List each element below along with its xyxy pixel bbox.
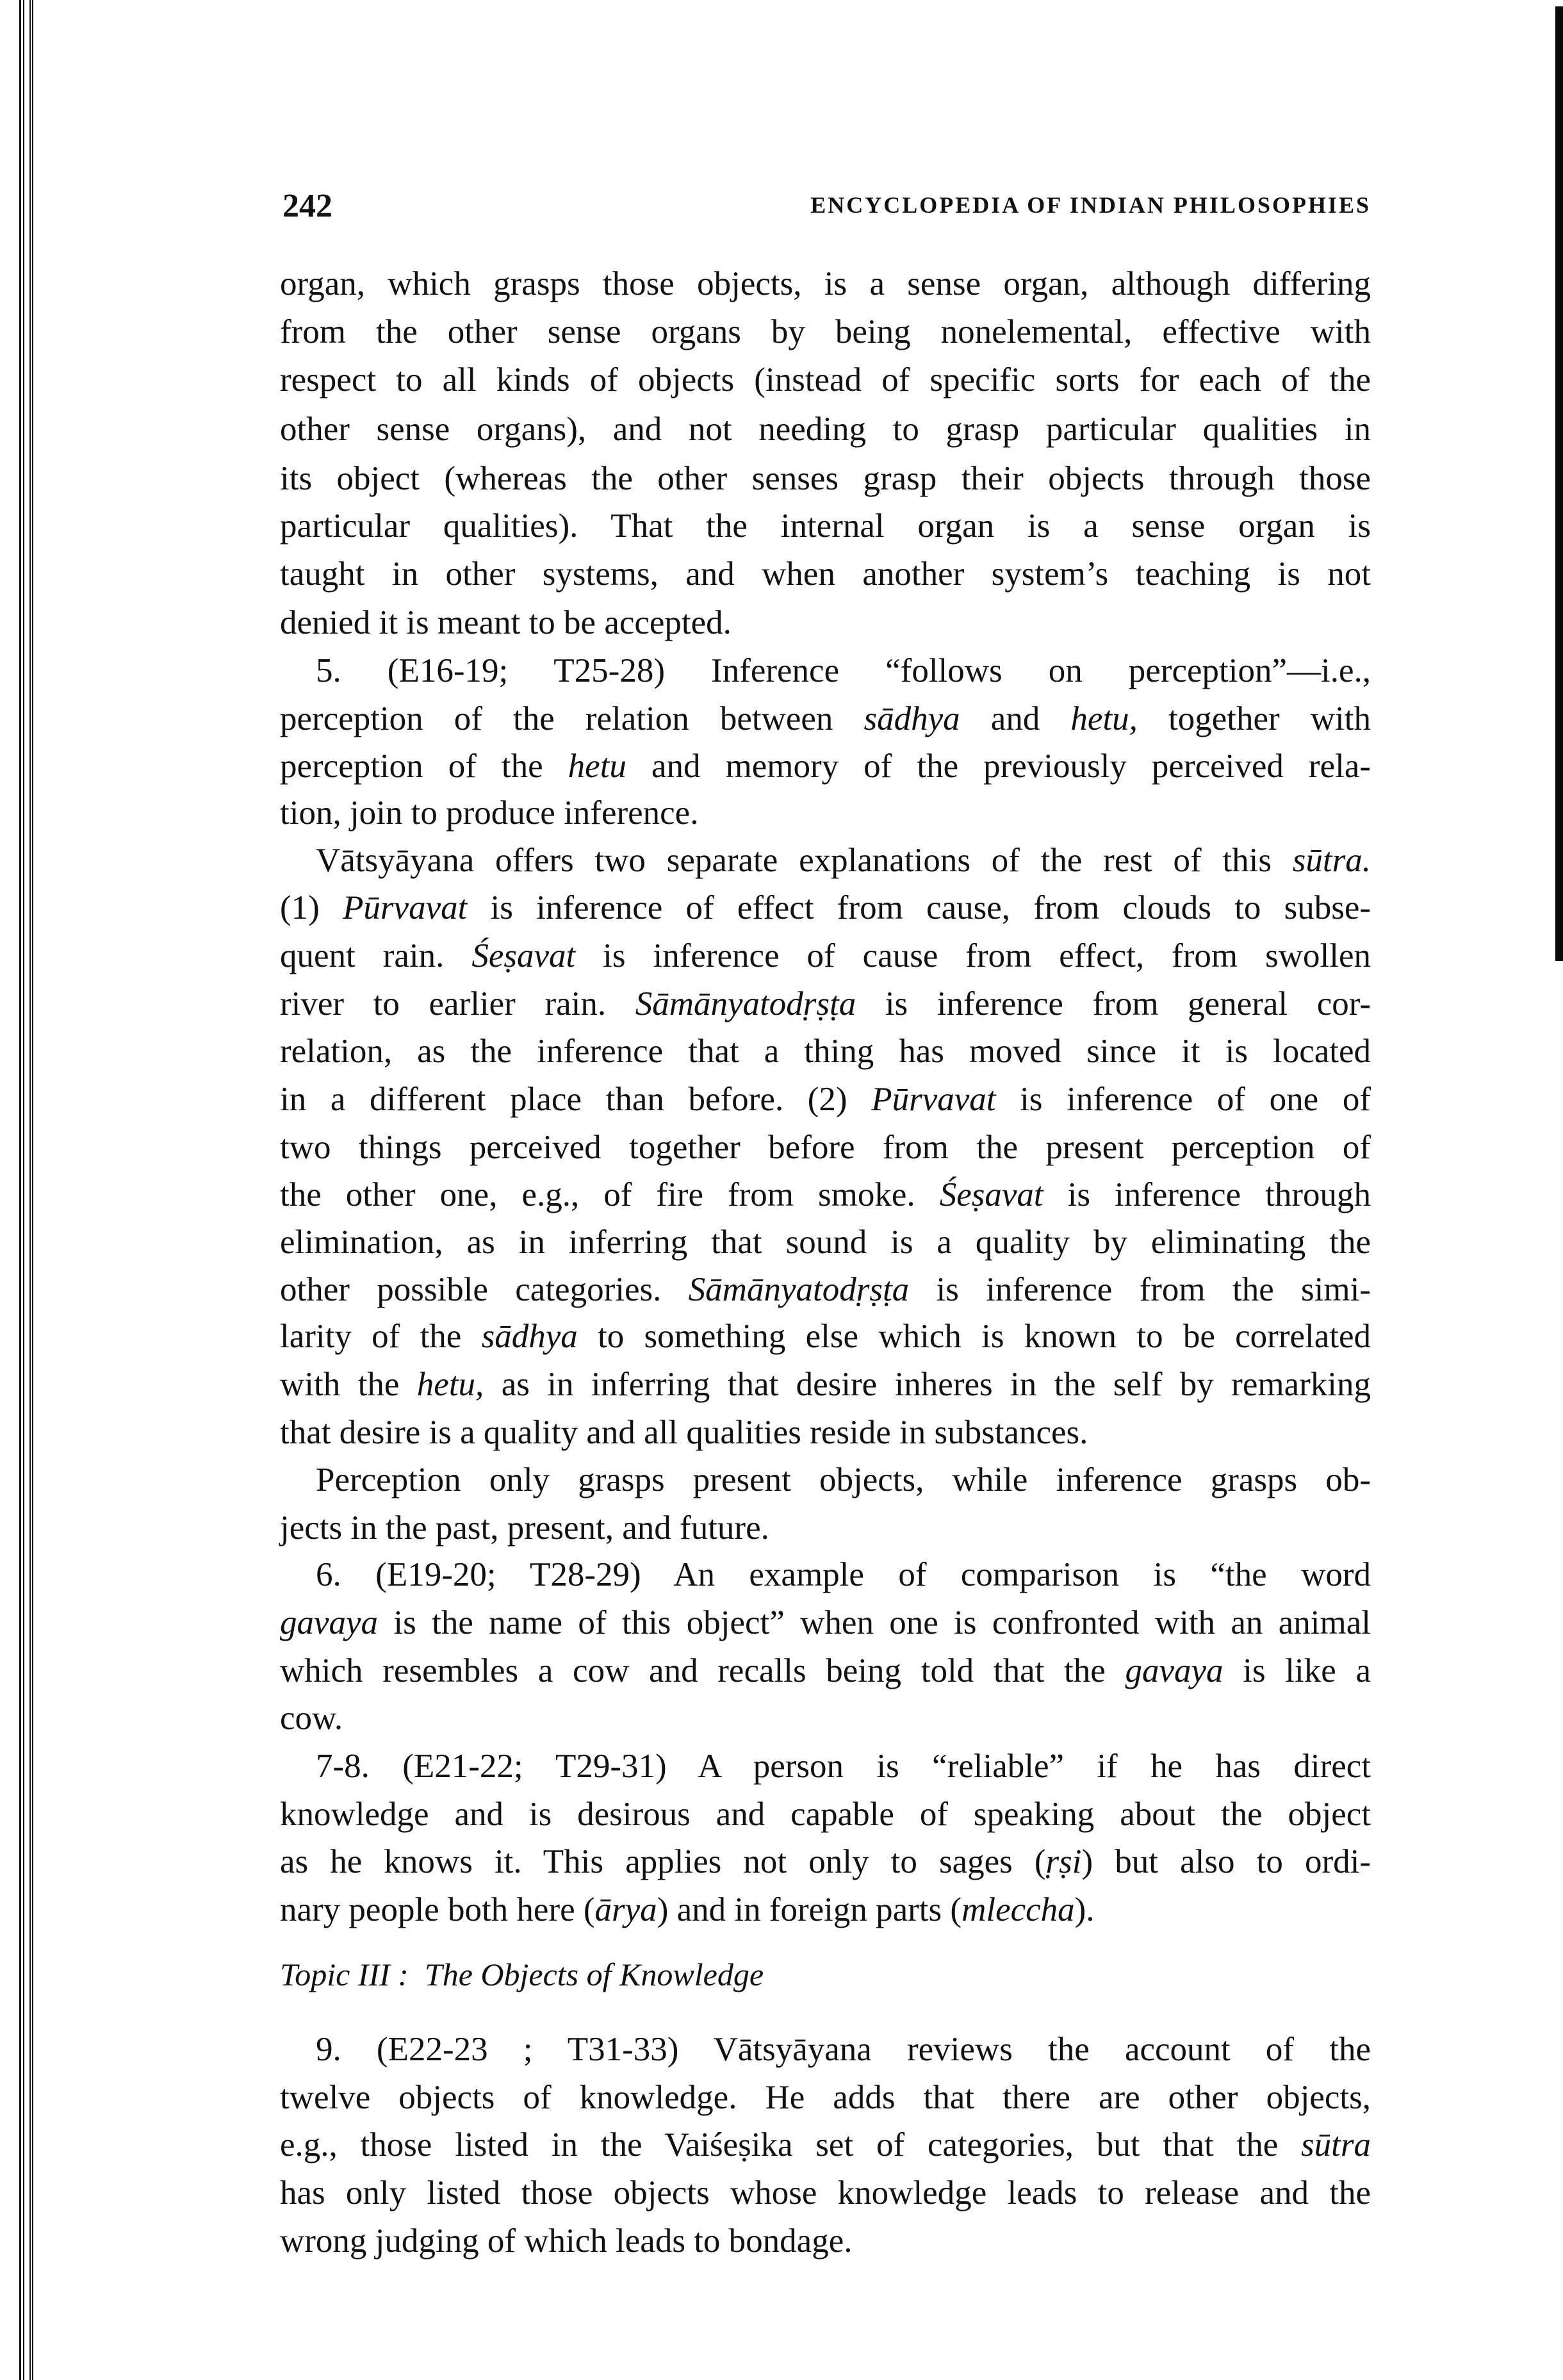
italic-term: sūtra. <box>1292 842 1371 879</box>
italic-term: sādhya <box>481 1318 578 1355</box>
text-line: knowledge and is desirous and capable of speaking about the object <box>280 1796 1371 1833</box>
paragraph-vatsyayana-start <box>316 841 1371 880</box>
italic-term: gavaya <box>1125 1652 1223 1689</box>
paragraph-6-start: 6. (E19-20; T28-29) An example of comparison is “the word <box>316 1556 1371 1593</box>
text-run: Vātsyāyana offers two separate explanations of the rest of this <box>316 842 1293 879</box>
text-line: that desire is a quality and all qualities reside in substances. <box>280 1414 1088 1451</box>
italic-term: hetu, <box>1070 700 1138 737</box>
italic-term: Sāmānyatodṛṣṭa <box>635 985 856 1022</box>
text-run: is inference from the simi- <box>909 1271 1371 1308</box>
text-run: is inference of one of <box>995 1081 1371 1118</box>
text-run: ) but also to ordi- <box>1081 1843 1371 1880</box>
text-run: larity of the <box>280 1318 482 1355</box>
italic-term: mleccha <box>962 1891 1075 1928</box>
text-run: to something else which is known to be correlated <box>577 1318 1371 1355</box>
text-line <box>280 1176 1371 1214</box>
text-line <box>280 2126 1371 2164</box>
text-line: taught in other systems, and when another system’s teaching is not <box>280 555 1371 593</box>
text-line <box>280 1317 1371 1356</box>
text-run: which resembles a cow and recalls being told that the <box>280 1652 1125 1689</box>
text-line: twelve objects of knowledge. He adds that there are other objects, <box>280 2079 1371 2116</box>
text-line: from the other sense organs by being nonelemental, effective with <box>280 313 1371 350</box>
italic-term: sūtra <box>1301 2126 1371 2163</box>
paragraph-5-start: 5. (E16-19; T25-28) Inference “follows on perception”—i.e., <box>316 652 1371 689</box>
italic-term: Sāmānyatodṛṣṭa <box>688 1271 910 1308</box>
text-run: e.g., those listed in the Vaiśeṣika set of categories, but that the <box>280 2126 1302 2163</box>
text-line: has only listed those objects whose knowledge leads to release and the <box>280 2174 1371 2212</box>
text-line <box>280 937 1371 975</box>
running-head: ENCYCLOPEDIA OF INDIAN PHILOSOPHIES <box>810 192 1371 218</box>
text-run: is the name of this object” when one is confronted with an animal <box>378 1604 1371 1641</box>
text-line: its object (whereas the other senses grasp their objects through those <box>280 460 1371 497</box>
italic-term: gavaya <box>280 1604 379 1641</box>
text-line <box>280 700 1371 738</box>
text-run: river to earlier rain. <box>280 985 635 1022</box>
text-run: is inference of effect from cause, from clouds to subse- <box>467 889 1371 926</box>
text-run: ) and in foreign parts ( <box>657 1891 962 1928</box>
text-line <box>280 747 1371 785</box>
text-run: is inference of cause from effect, from swollen <box>575 937 1371 974</box>
scan-edge-bar <box>1555 6 1563 961</box>
text-line: organ, which grasps those objects, is a sense organ, although differing <box>280 265 1371 302</box>
text-run: is like a <box>1223 1652 1371 1689</box>
text-line <box>280 889 1371 927</box>
text-line: jects in the past, present, and future. <box>280 1509 769 1547</box>
binding-edge-line <box>29 0 31 2380</box>
binding-edge-line <box>32 0 33 2380</box>
text-run: nary people both here ( <box>280 1891 595 1928</box>
text-run: as in inferring that desire inheres in the self by remarking <box>484 1366 1371 1403</box>
text-line: relation, as the inference that a thing has moved since it is located <box>280 1033 1371 1070</box>
italic-term: hetu, <box>416 1366 484 1403</box>
text-line: tion, join to produce inference. <box>280 794 699 832</box>
text-line <box>280 1365 1371 1404</box>
text-run: perception of the relation between <box>280 700 864 737</box>
text-run: in a different place than before. (2) <box>280 1081 872 1118</box>
italic-term: ārya <box>594 1891 657 1928</box>
text-run: together with <box>1137 700 1371 737</box>
text-line: other sense organs), and not needing to grasp particular qualities in <box>280 411 1371 448</box>
text-run: other possible categories. <box>280 1271 689 1308</box>
text-line <box>280 1842 1371 1881</box>
italic-term: Pūrvavat <box>343 889 468 926</box>
text-line <box>280 1604 1371 1642</box>
paragraph-7-8-start: 7-8. (E21-22; T29-31) A person is “reliable” if he has direct <box>316 1748 1371 1785</box>
text-run: perception of the <box>280 748 568 785</box>
text-run: is inference from general cor- <box>856 985 1371 1022</box>
text-run: the other one, e.g., of fire from smoke. <box>280 1176 940 1213</box>
binding-edge-line <box>23 0 24 2380</box>
italic-term: hetu <box>568 748 626 785</box>
text-run: and memory of the previously perceived rela- <box>626 748 1371 785</box>
text-line: elimination, as in inferring that sound is a quality by eliminating the <box>280 1224 1371 1261</box>
text-line: particular qualities). That the internal organ is a sense organ is <box>280 507 1371 545</box>
text-line: cow. <box>280 1700 343 1737</box>
text-line <box>280 1080 1371 1119</box>
text-line: denied it is meant to be accepted. <box>280 604 732 641</box>
text-run: is inference through <box>1043 1176 1371 1213</box>
section-heading: Topic III : The Objects of Knowledge <box>280 1957 764 1992</box>
text-run: quent rain. <box>280 937 472 974</box>
page-number: 242 <box>282 188 332 224</box>
text-line: respect to all kinds of objects (instead of specific sorts for each of the <box>280 361 1371 398</box>
binding-edge-line <box>19 0 21 2380</box>
text-line <box>280 1652 1371 1690</box>
text-run: (1) <box>280 889 343 926</box>
italic-term: Śeṣavat <box>471 937 576 974</box>
italic-term: Śeṣavat <box>939 1176 1043 1213</box>
text-line <box>280 985 1371 1023</box>
paragraph-9-start: 9. (E22-23 ; T31-33) Vātsyāyana reviews the account of the <box>316 2031 1371 2068</box>
italic-term: Pūrvavat <box>871 1081 996 1118</box>
text-line: two things perceived together before from the present perception of <box>280 1129 1371 1166</box>
paragraph-perception-start: Perception only grasps present objects, while inference grasps ob- <box>316 1461 1371 1498</box>
text-run: and <box>960 700 1071 737</box>
italic-term: ṛṣi <box>1045 1843 1082 1880</box>
text-line: wrong judging of which leads to bondage. <box>280 2222 853 2260</box>
text-line <box>280 1891 1371 1929</box>
text-line <box>280 1270 1371 1309</box>
text-run: as he knows it. This applies not only to sages ( <box>280 1843 1046 1880</box>
italic-term: sādhya <box>863 700 960 737</box>
text-run: with the <box>280 1366 417 1403</box>
text-run: ). <box>1074 1891 1095 1928</box>
